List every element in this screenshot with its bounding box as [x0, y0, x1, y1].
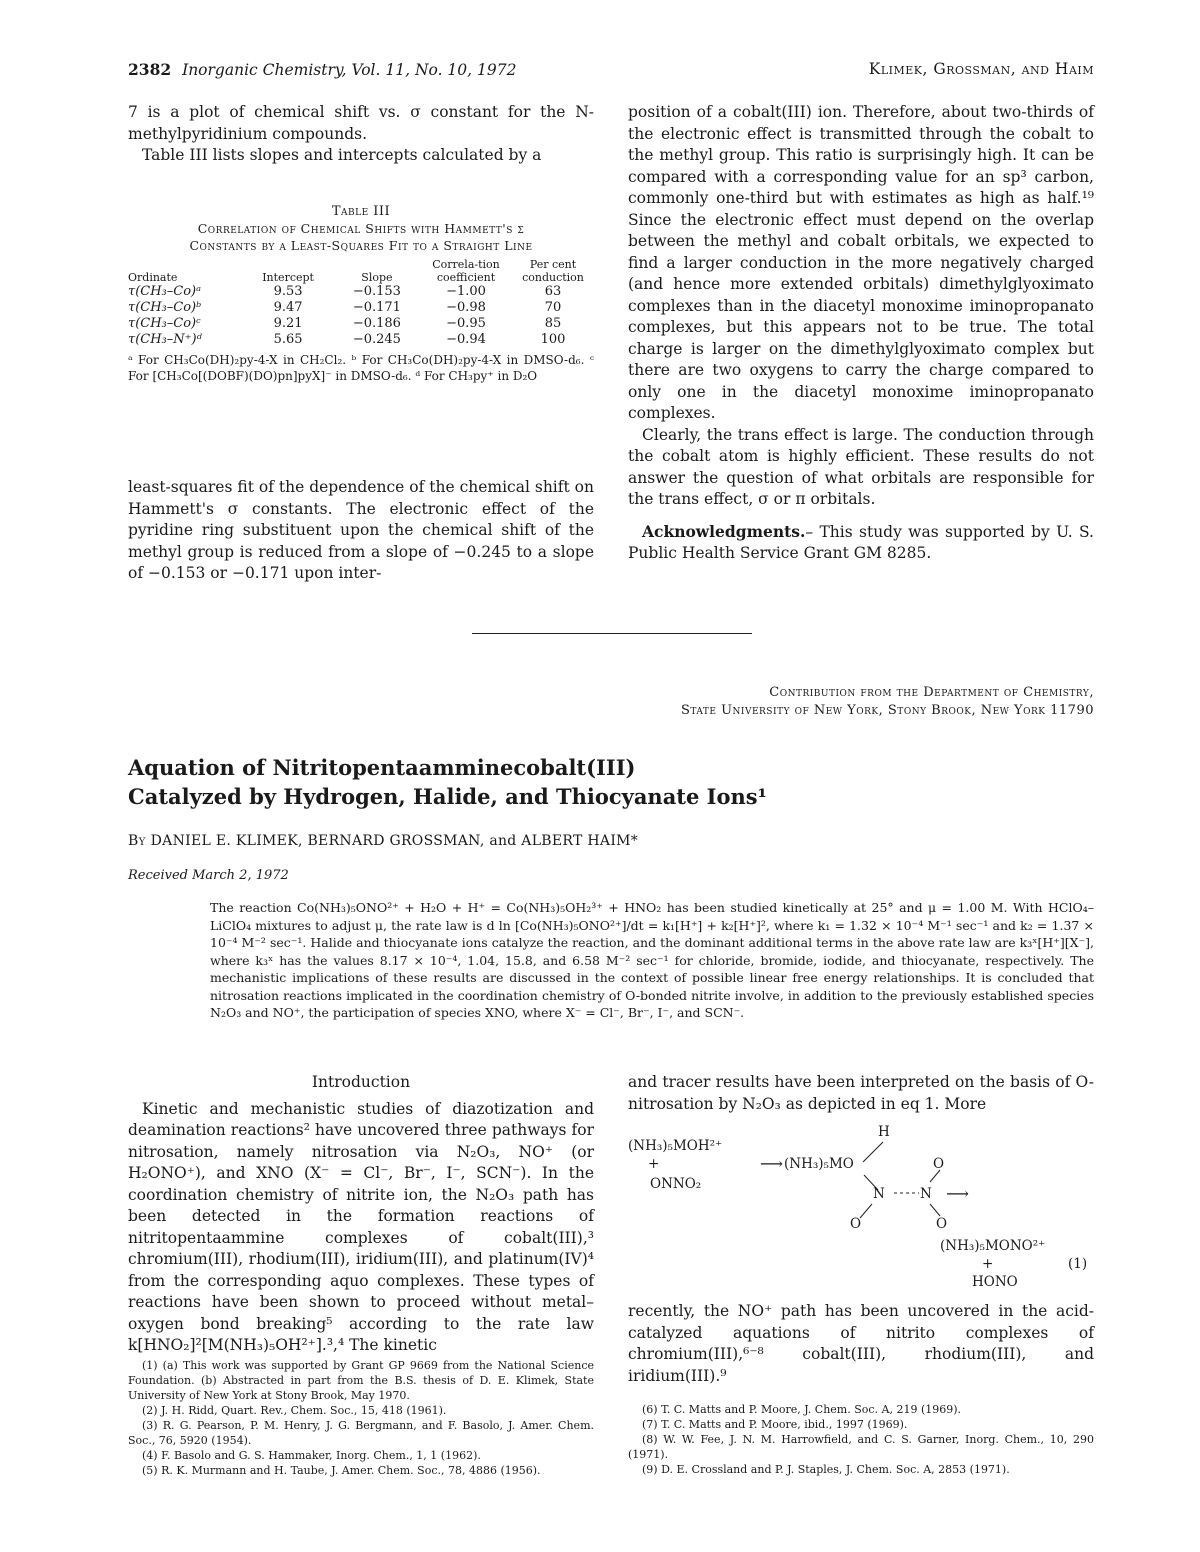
footnotes-right	[628, 1402, 1094, 1477]
authors: DANIEL E. KLIMEK, BERNARD GROSSMAN, and ALBERT HAIM*	[150, 833, 639, 849]
cell-slope: −0.153	[352, 284, 401, 299]
received-date: Received March 2, 1972	[128, 868, 289, 883]
col-header: Ordinate	[128, 271, 178, 284]
intro-col2-top	[628, 1072, 1094, 1115]
scheme-product1: (NH₃)₅MONO²⁺	[940, 1238, 1046, 1254]
abstract: The reaction Co(NH₃)₅ONO²⁺ + H₂O + H⁺ = Co(NH₃)₅OH₂³⁺ + HNO₂ has been studied kinetically at 25° and μ = 1.00 M. With HClO₄–LiClO₄ mixtures to adjust μ, the rate law is d ln [Co(NH₃)₅ONO²⁺]/dt = k₁[H⁺] + k₂[H⁺]², where k₁ = 1.32 × 10⁻⁴ M⁻¹ sec⁻¹ and k₂ = 1.37 × 10⁻⁴ M⁻² sec⁻¹. Halide and thiocyanate ions catalyze the reaction, and the dominant additional terms in the above rate law are k₃ˣ[H⁺][X⁻], where k₃ˣ has the values 8.17 × 10⁻⁴, 1.04, 15.8, and 6.58 M⁻² sec⁻¹ for chloride, bromide, iodide, and thiocyanate, respectively. The mechanistic implications of these results are discussed in the context of possible linear free energy relationships. It is concluded that nitrosation reactions implicated in the coordination chemistry of O-bonded nitrite involve, in addition to the previously established species N₂O₃ and NO⁺, the participation of species XNO, where X⁻ = Cl⁻, Br⁻, I⁻, and SCN⁻.	[210, 900, 1094, 1020]
title-line1: Aquation of Nitritopentaamminecobalt(III)	[128, 755, 636, 780]
cell-slope: −0.186	[352, 316, 401, 331]
acknowledgments	[628, 521, 1094, 565]
paragraph: recently, the NO⁺ path has been uncovered in the acid-catalyzed aquations of nitrito complexes of chromium(III),⁶⁻⁸ cobalt(III), rhodium(III), and iridium(III).⁹	[628, 1302, 1094, 1385]
scheme-mo-fragment: (NH₃)₅MO	[784, 1156, 854, 1172]
scheme-o-bottom-right: O	[936, 1216, 948, 1232]
table-label: Table III	[331, 204, 391, 219]
scheme-o-top: O	[933, 1156, 945, 1172]
cell-intercept: 9.47	[273, 300, 303, 315]
table-iii	[128, 203, 594, 384]
cell-ordinate: τ(CH₃–N⁺)ᵈ	[128, 332, 202, 347]
running-authors: Klimek, Grossman, and Haim	[868, 60, 1094, 78]
col-header: Correla-tion coefficient	[432, 258, 500, 284]
scheme-n-left: N	[873, 1186, 885, 1202]
paragraph: least-squares fit of the dependence of the chemical shift on Hammett's σ constants. The electronic effect of the pyridine ring substituent upon the chemical shift of the methyl group is reduced from a slope of −0.245 to a slope of −0.153 or −0.171 upon inter-	[128, 478, 594, 582]
paragraph: position of a cobalt(III) ion. Therefore, about two-thirds of the electronic effect is transmitted through the cobalt to the methyl group. This ratio is surprisingly high. It can be compared with a corresponding value for an sp³ carbon, commonly one-third but with estimates as high as half.¹⁹ Since the electronic effect must depend on the overlap between the methyl and cobalt orbitals, we expected to find a larger conduction in the more negatively charged (and hence more extended orbitals) dimethylglyoximato complexes than in the diacetyl monoxime iminopropanato complexes, but this appears not to be true. The total charge is larger on the dimethylglyoximato complex but there are two oxygens to carry the charge compared to only one in the diacetyl monoxime iminopropanato complexes.	[628, 103, 1094, 422]
paragraph: Table III lists slopes and intercepts calculated by a	[142, 146, 542, 164]
scheme-product2: HONO	[972, 1274, 1018, 1290]
table-row	[128, 316, 594, 332]
col1-top-text	[128, 102, 594, 167]
col1-bottom-text	[128, 477, 594, 585]
table-header-row	[128, 258, 594, 284]
scheme-reactant1: (NH₃)₅MOH²⁺	[628, 1138, 723, 1154]
cell-ordinate: τ(CH₃–Co)ᵃ	[128, 284, 201, 299]
cell-conduction: 85	[544, 316, 562, 331]
footnote: (8) W. W. Fee, J. N. M. Harrowfield, and C. S. Garner, Inorg. Chem., 10, 290 (1971).	[628, 1433, 1094, 1461]
col2-top-text	[628, 102, 1094, 565]
cell-ordinate: τ(CH₃–Co)ᵇ	[128, 300, 202, 315]
paragraph: and tracer results have been interpreted on the basis of O-nitrosation by N₂O₃ as depicted in eq 1. More	[628, 1073, 1094, 1113]
intro-col1	[128, 1072, 594, 1357]
journal-citation: Inorganic Chemistry, Vol. 11, No. 10, 1972	[182, 61, 517, 79]
table-row	[128, 300, 594, 316]
cell-intercept: 9.53	[273, 284, 303, 299]
cell-ordinate: τ(CH₃–Co)ᶜ	[128, 316, 201, 331]
table-caption-line2: Constants by a Least-Squares Fit to a Straight Line	[189, 238, 533, 253]
cell-conduction: 63	[544, 284, 562, 299]
byline	[128, 833, 1028, 849]
table-footnote: ᵃ For CH₃Co(DH)₂py-4-X in CH₂Cl₂. ᵇ For CH₃Co(DH)₂py-4-X in DMSO-d₆. ᶜ For [CH₃Co[(DOBF)(DO)pn]pyX]⁻ in DMSO-d₆. ᵈ For CH₃py⁺ in D₂O	[128, 353, 594, 383]
paragraph: 7 is a plot of chemical shift vs. σ constant for the N-methylpyridinium compounds.	[128, 103, 594, 143]
reaction-scheme	[628, 1120, 1094, 1300]
cell-intercept: 5.65	[273, 332, 303, 347]
footnote: (4) F. Basolo and G. S. Hammaker, Inorg. Chem., 1, 1 (1962).	[142, 1449, 481, 1462]
title-line2: Catalyzed by Hydrogen, Halide, and Thiocyanate Ions¹	[128, 784, 767, 809]
table-row	[128, 332, 594, 348]
cell-conduction: 100	[540, 332, 566, 347]
ack-label: Acknowledgments.	[642, 521, 806, 541]
article-title	[128, 753, 1028, 811]
footnote: (7) T. C. Matts and P. Moore, ibid., 1997 (1969).	[642, 1418, 908, 1431]
scheme-arrow2: ⟶	[946, 1184, 969, 1203]
scheme-reactant2: ONNO₂	[650, 1176, 702, 1192]
intro-col2-bottom	[628, 1301, 1094, 1387]
scheme-arrow1: ⟶	[760, 1154, 783, 1173]
equation-number: (1)	[1068, 1256, 1088, 1272]
footnote: (9) D. E. Crossland and P. J. Staples, J. Chem. Soc. A, 2853 (1971).	[642, 1463, 1010, 1476]
footnote: (5) R. K. Murmann and H. Taube, J. Amer. Chem. Soc., 78, 4886 (1956).	[142, 1464, 541, 1477]
contribution-line1: Contribution from the Department of Chemistry,	[769, 685, 1094, 700]
scheme-n-right: N	[920, 1186, 932, 1202]
scheme-product-plus: +	[982, 1256, 994, 1272]
cell-correlation: −0.98	[446, 300, 486, 315]
data-table	[128, 258, 594, 348]
paragraph: Kinetic and mechanistic studies of diazotization and deamination reactions² have uncovered three pathways for nitrosation, namely nitrosation via N₂O₃, NO⁺ (or H₂ONO⁺), and XNO (X⁻ = Cl⁻, Br⁻, I⁻, SCN⁻). In the coordination chemistry of nitrite ion, the N₂O₃ path has been detected in the formation reactions of nitritopentaammine complexes of cobalt(III),³ chromium(III), rhodium(III), iridium(III), and platinum(IV)⁴ from the corresponding aquo complexes. These types of reactions have been shown to proceed without metal–oxygen bond breaking⁵ according to the rate law k[HNO₂]²[M(NH₃)₅OH²⁺].³,⁴ The kinetic	[128, 1099, 594, 1354]
page-number: 2382	[128, 60, 172, 79]
scheme-h-atom: H	[878, 1124, 890, 1140]
cell-slope: −0.171	[352, 300, 401, 315]
article-divider	[472, 633, 752, 634]
ack-text: – This study was supported by U. S. Public Health Service Grant GM 8285.	[628, 522, 1094, 562]
col-header: Per cent conduction	[522, 258, 584, 284]
cell-correlation: −0.94	[446, 332, 486, 347]
cell-correlation: −0.95	[446, 316, 486, 331]
col-header: Slope	[361, 271, 393, 284]
footnote: (2) J. H. Ridd, Quart. Rev., Chem. Soc., 15, 418 (1961).	[142, 1404, 447, 1417]
paragraph: Clearly, the trans effect is large. The conduction through the cobalt atom is highly efficient. These results do not answer the question of what orbitals are responsible for the trans effect, σ or π orbitals.	[628, 425, 1094, 508]
cell-slope: −0.245	[352, 332, 401, 347]
scheme-o-bottom-left: O	[850, 1216, 862, 1232]
table-caption-line1: Correlation of Chemical Shifts with Hammett's σ	[197, 221, 525, 236]
footnotes-left	[128, 1358, 594, 1478]
col-header: Intercept	[262, 271, 314, 284]
footnote: (3) R. G. Pearson, P. M. Henry, J. G. Bergmann, and F. Basolo, J. Amer. Chem. Soc., 76, 5920 (1954).	[128, 1419, 594, 1447]
footnote: (6) T. C. Matts and P. Moore, J. Chem. Soc. A, 219 (1969).	[642, 1403, 962, 1416]
scheme-plus: +	[648, 1156, 660, 1172]
cell-correlation: −1.00	[446, 284, 486, 299]
byline-by: By	[128, 833, 146, 849]
contribution-line2: State University of New York, Stony Brook, New York 11790	[680, 703, 1094, 718]
cell-intercept: 9.21	[273, 316, 303, 331]
running-header	[128, 60, 1094, 84]
table-row	[128, 284, 594, 300]
cell-conduction: 70	[544, 300, 562, 315]
footnote: (1) (a) This work was supported by Grant GP 9669 from the National Science Foundation. (b) Abstracted in part from the B.S. thesis of D. E. Klimek, State University of New York at Stony Brook, May 1970.	[128, 1359, 594, 1402]
section-heading: Introduction	[311, 1073, 411, 1091]
